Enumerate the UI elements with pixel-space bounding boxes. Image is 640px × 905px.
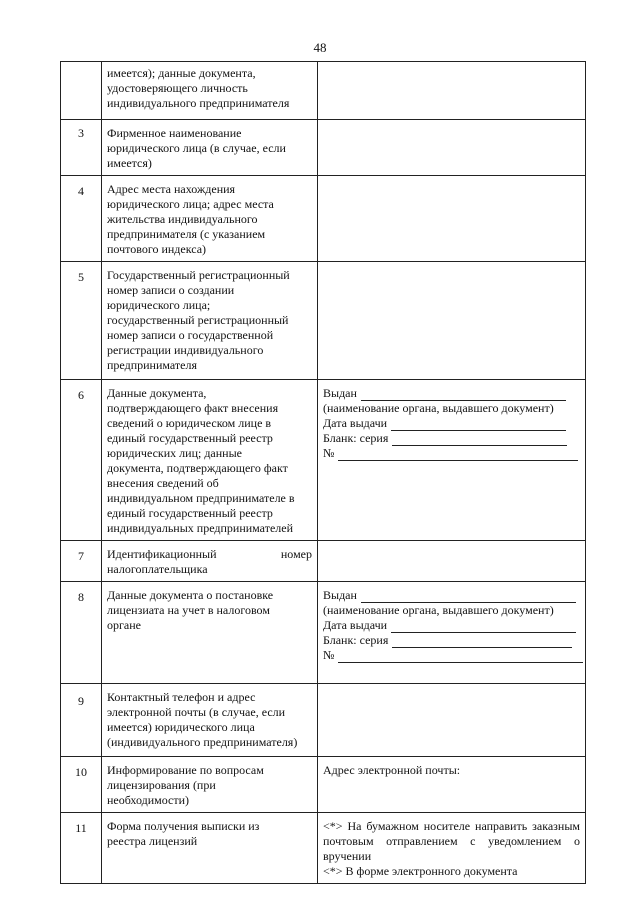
issue-date-line — [323, 416, 580, 431]
table-row — [61, 757, 586, 813]
issuer-note: (наименование органа, выдавшего документ) — [323, 401, 554, 415]
row-description: Данные документа о постановке лицензиата на учет в налоговом органе — [102, 582, 318, 684]
document-number-input[interactable] — [338, 650, 583, 663]
row-number: 7 — [61, 541, 102, 582]
issued-label: Выдан — [323, 588, 357, 602]
issue-date-label: Дата выдачи — [323, 416, 388, 430]
issuer-note: (наименование органа, выдавшего документ) — [323, 603, 554, 617]
issued-label: Выдан — [323, 386, 357, 400]
table-row — [61, 684, 586, 757]
table-row — [61, 541, 586, 582]
table-row — [61, 813, 586, 884]
row-description-word: Идентификационный — [107, 547, 217, 561]
form-series-input[interactable] — [392, 433, 567, 446]
issued-by-input[interactable] — [361, 590, 576, 603]
row-value-field[interactable] — [318, 541, 586, 582]
row-description: Государственный регистрационный номер записи о создании юридического лица; государственный регистрационный номер записи о государственной регистрации индивидуального предпринимателя — [102, 262, 318, 380]
issued-by-line — [323, 386, 580, 401]
table-row — [61, 62, 586, 120]
row-description — [102, 541, 318, 582]
issued-by-line — [323, 588, 580, 603]
document-number-label: № — [323, 648, 335, 662]
table-row — [61, 176, 586, 262]
table-row — [61, 380, 586, 541]
form-series-label: Бланк: серия — [323, 431, 389, 445]
row-value-field[interactable] — [318, 684, 586, 757]
application-form-table — [60, 61, 586, 884]
form-series-label: Бланк: серия — [323, 633, 389, 647]
document-number-line — [323, 648, 580, 663]
row-description: Контактный телефон и адрес электронной почты (в случае, если имеется) юридического лица (индивидуального предпринимателя) — [102, 684, 318, 757]
row-number: 6 — [61, 380, 102, 541]
row-description: имеется); данные документа, удостоверяющего личность индивидуального предпринимателя — [102, 62, 318, 120]
email-address-field[interactable]: Адрес электронной почты: — [318, 757, 586, 813]
row-description: Фирменное наименование юридического лица (в случае, если имеется) — [102, 120, 318, 176]
row-description: Информирование по вопросам лицензирования (при необходимости) — [102, 757, 318, 813]
row-description-word: номер — [280, 547, 312, 561]
row-number: 10 — [61, 757, 102, 813]
row-value-field[interactable] — [318, 62, 586, 120]
form-series-line — [323, 633, 580, 648]
form-series-input[interactable] — [392, 635, 572, 648]
row-description: Данные документа, подтверждающего факт внесения сведений о юридическом лице в единый государственный реестр юридических лиц; данные документа, подтверждающего факт внесения сведений об индивидуальном предпринимателе в единый государственный реестр индивидуальных предпринимателей — [102, 380, 318, 541]
table-row — [61, 120, 586, 176]
issue-date-input[interactable] — [391, 418, 566, 431]
row-description: Форма получения выписки из реестра лицензий — [102, 813, 318, 884]
table-row — [61, 582, 586, 684]
row-number: 5 — [61, 262, 102, 380]
table-row — [61, 262, 586, 380]
document-number-label: № — [323, 446, 335, 460]
issue-date-line — [323, 618, 580, 633]
row-description-line: налогоплательщика — [107, 562, 208, 576]
row-number — [61, 62, 102, 120]
extract-format-options — [318, 813, 586, 884]
page-number: 48 — [313, 40, 327, 55]
issued-by-input[interactable] — [361, 388, 566, 401]
row-description: Адрес места нахождения юридического лица; адрес места жительства индивидуального предпринимателя (с указанием почтового индекса) — [102, 176, 318, 262]
document-details-cell — [318, 380, 586, 541]
row-number: 3 — [61, 120, 102, 176]
row-value-field[interactable] — [318, 176, 586, 262]
issue-date-label: Дата выдачи — [323, 618, 388, 632]
row-value-field[interactable] — [318, 120, 586, 176]
issue-date-input[interactable] — [391, 620, 576, 633]
document-number-input[interactable] — [338, 448, 578, 461]
document-number-line — [323, 446, 580, 461]
electronic-document-option[interactable]: <*> В форме электронного документа — [323, 864, 518, 878]
paper-delivery-option[interactable]: <*> На бумажном носителе направить заказным почтовым отправлением с уведомлением о вручении — [323, 819, 580, 863]
row-value-field[interactable] — [318, 262, 586, 380]
row-number: 9 — [61, 684, 102, 757]
form-series-line — [323, 431, 580, 446]
row-number: 4 — [61, 176, 102, 262]
row-number: 11 — [61, 813, 102, 884]
row-number: 8 — [61, 582, 102, 684]
tax-document-details-cell — [318, 582, 586, 684]
